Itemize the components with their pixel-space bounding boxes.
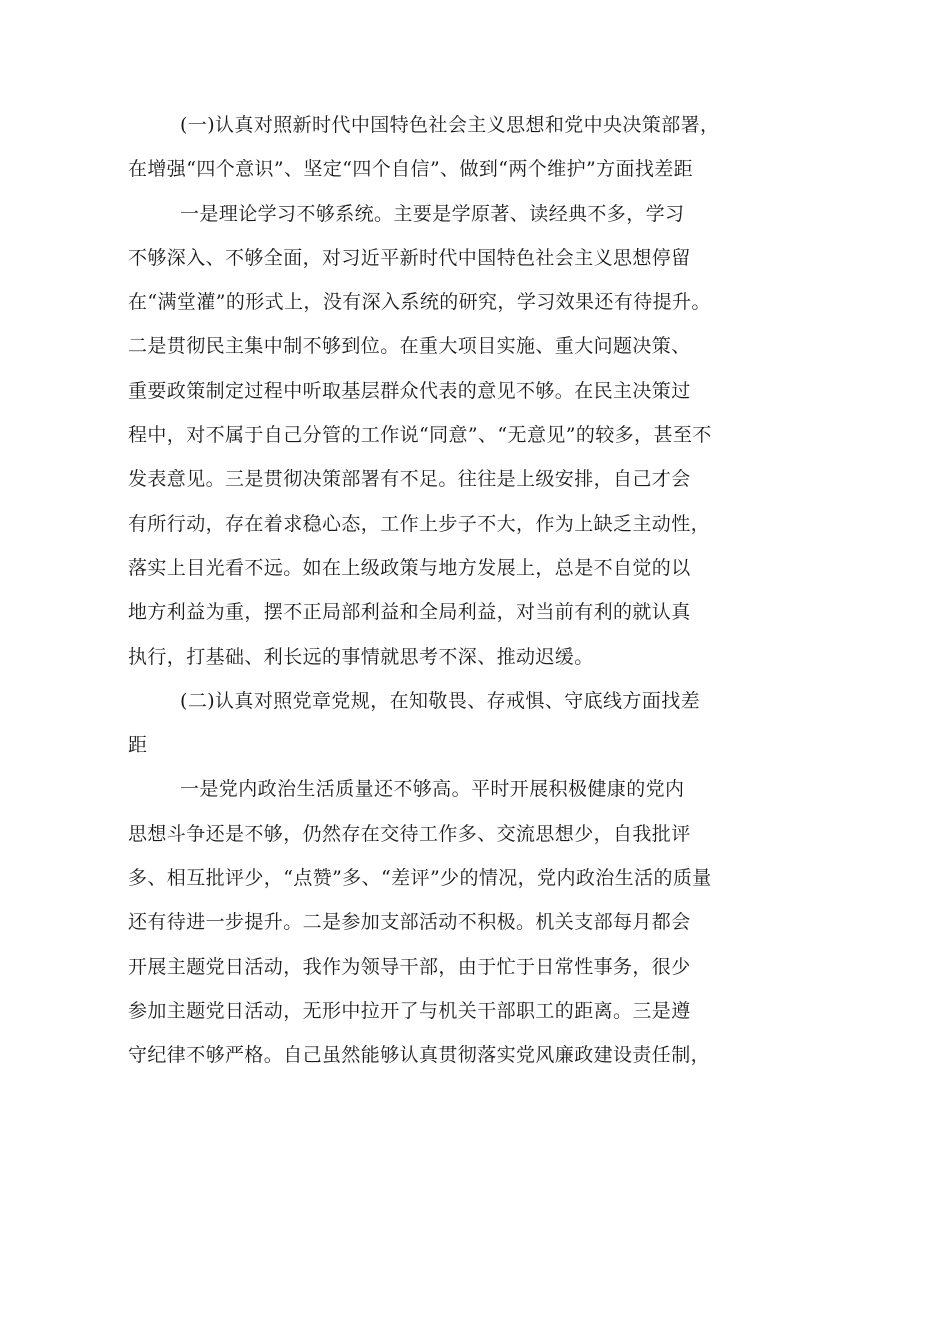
text-line: 程中，对不属于自己分管的工作说“同意”、“无意见”的较多，甚至不 — [128, 424, 712, 447]
text-line: 重要政策制定过程中听取基层群众代表的意见不够。在民主决策过 — [128, 379, 691, 402]
text-line: 距 — [128, 734, 148, 757]
text-line: 地方利益为重，摆不正局部利益和全局利益，对当前有利的就认真 — [128, 601, 691, 624]
text-line: 开展主题党日活动，我作为领导干部，由于忙于日常性事务，很少 — [128, 955, 691, 978]
text-line: 在增强“四个意识”、坚定“四个自信”、做到“两个维护”方面找差距 — [128, 158, 694, 181]
paragraph-first-line: 一是党内政治生活质量还不够高。平时开展积极健康的党内 — [180, 778, 685, 801]
paragraph-first-line: (二)认真对照党章党规，在知敬畏、存戒惧、守底线方面找差 — [180, 689, 701, 712]
text-line: 不够深入、不够全面，对习近平新时代中国特色社会主义思想停留 — [128, 246, 691, 269]
paragraph-first-line: 一是理论学习不够系统。主要是学原著、读经典不多，学习 — [180, 202, 685, 225]
text-line: 在“满堂灌”的形式上，没有深入系统的研究，学习效果还有待提升。 — [128, 291, 711, 314]
text-line: 落实上目光看不远。如在上级政策与地方发展上，总是不自觉的以 — [128, 556, 691, 579]
text-line: 有所行动，存在着求稳心态，工作上步子不大，作为上缺乏主动性， — [128, 512, 711, 535]
paragraph-first-line: (一)认真对照新时代中国特色社会主义思想和党中央决策部署， — [180, 114, 720, 136]
text-line: 参加主题党日活动，无形中拉开了与机关干部职工的距离。三是遵 — [128, 999, 691, 1022]
text-line: 执行，打基础、利长远的事情就思考不深、推动迟缓。 — [128, 645, 594, 668]
document-body — [128, 103, 728, 1078]
text-line: 多、相互批评少，“点赞”多、“差评”少的情况，党内政治生活的质量 — [128, 867, 712, 890]
text-line: 守纪律不够严格。自己虽然能够认真贯彻落实党风廉政建设责任制， — [128, 1044, 711, 1067]
text-line: 发表意见。三是贯彻决策部署有不足。往往是上级安排，自己才会 — [128, 468, 691, 491]
text-line: 思想斗争还是不够，仍然存在交待工作多、交流思想少，自我批评 — [128, 822, 691, 845]
text-line: 还有待进一步提升。二是参加支部活动不积极。机关支部每月都会 — [128, 911, 691, 934]
text-line: 二是贯彻民主集中制不够到位。在重大项目实施、重大问题决策、 — [128, 335, 691, 358]
